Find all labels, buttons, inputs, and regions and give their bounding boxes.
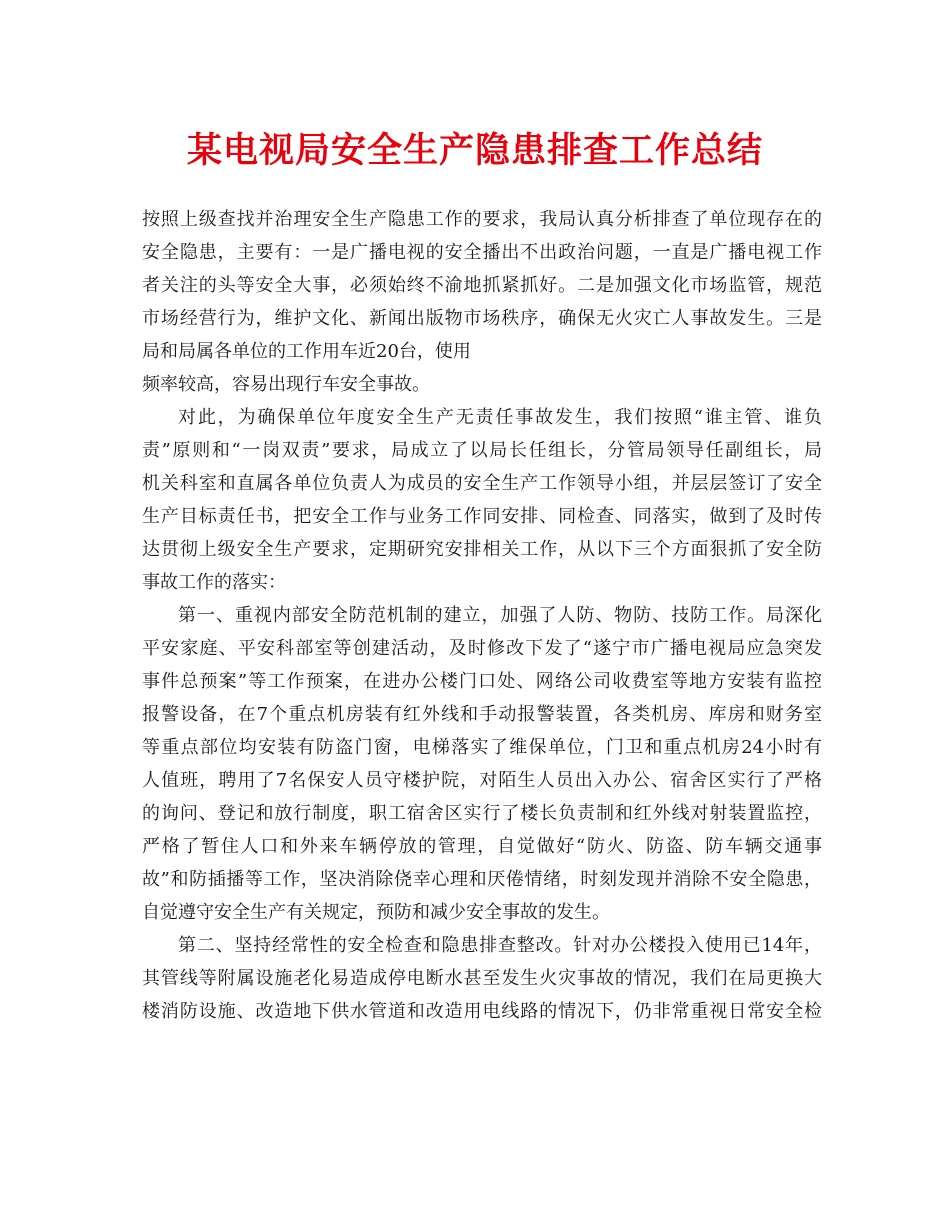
document-body [142,203,822,1028]
body-text-line: 事件总预案”等工作预案，在进办公楼门口处、网络公司收费室等地方安装有监控 [142,671,822,692]
body-text-line: 其管线等附属设施老化易造成停电断水甚至发生火灾事故的情况，我们在局更换大 [142,968,822,989]
body-text-line: 责”原则和“一岗双责”要求，局成立了以局长任组长，分管局领导任副组长，局 [142,440,822,461]
body-text-line: 者关注的头等安全大事，必须始终不渝地抓紧抓好。二是加强文化市场监管，规范 [142,275,822,296]
body-text-line: 局和局属各单位的工作用车近20台，使用 [142,341,471,362]
body-text-line: 按照上级查找并治理安全生产隐患工作的要求，我局认真分析排查了单位现存在的 [142,209,822,230]
body-text-line: 对此，为确保单位年度安全生产无责任事故发生，我们按照“谁主管、谁负 [178,407,822,428]
body-text-line: 第一、重视内部安全防范机制的建立，加强了人防、物防、技防工作。局深化 [178,605,822,626]
body-text-line: 安全隐患，主要有：一是广播电视的安全播出不出政治问题，一直是广播电视工作 [142,242,822,263]
body-text-line: 人值班，聘用了7名保安人员守楼护院，对陌生人员出入办公、宿舍区实行了严格 [142,770,822,791]
body-text-line: 报警设备，在7个重点机房装有红外线和手动报警装置，各类机房、库房和财务室 [142,704,822,725]
body-text-line: 楼消防设施、改造地下供水管道和改造用电线路的情况下，仍非常重视日常安全检 [142,1001,822,1022]
body-text-line: 严格了暂住人口和外来车辆停放的管理，自觉做好“防火、防盗、防车辆交通事 [142,836,822,857]
body-text-line: 市场经营行为，维护文化、新闻出版物市场秩序，确保无火灾亡人事故发生。三是 [142,308,822,329]
body-text-line: 达贯彻上级安全生产要求，定期研究安排相关工作，从以下三个方面狠抓了安全防 [142,539,822,560]
body-text-line: 频率较高，容易出现行车安全事故。 [142,374,430,395]
body-text-line: 第二、坚持经常性的安全检查和隐患排查整改。针对办公楼投入使用已14年， [178,935,822,956]
body-text-line: 事故工作的落实： [142,572,286,593]
body-text-line: 机关科室和直属各单位负责人为成员的安全生产工作领导小组，并层层签订了安全 [142,473,822,494]
body-text-line: 生产目标责任书，把安全工作与业务工作同安排、同检查、同落实，做到了及时传 [142,506,822,527]
body-text-line: 等重点部位均安装有防盗门窗，电梯落实了维保单位，门卫和重点机房24小时有 [142,737,822,758]
document-title: 某电视局安全生产隐患排查工作总结 [186,130,763,171]
body-text-line: 故”和防插播等工作，坚决消除侥幸心理和厌倦情绪，时刻发现并消除不安全隐患， [142,869,822,890]
body-text-line: 自觉遵守安全生产有关规定，预防和减少安全事故的发生。 [142,902,610,923]
body-text-line: 平安家庭、平安科部室等创建活动，及时修改下发了“遂宁市广播电视局应急突发 [142,638,822,659]
body-text-line: 的询问、登记和放行制度，职工宿舍区实行了楼长负责制和红外线对射装置监控， [142,803,822,824]
